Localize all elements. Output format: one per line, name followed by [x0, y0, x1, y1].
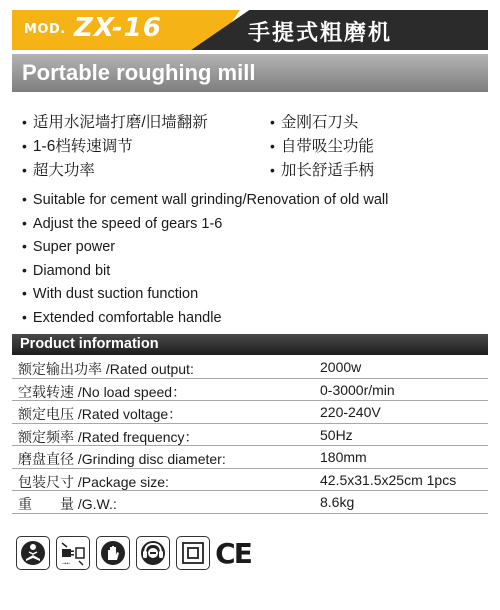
product-title-en: Portable roughing mill: [22, 60, 256, 85]
spec-label: 包装尺寸 /Package size:: [18, 473, 169, 490]
product-title-cn: 手提式粗磨机: [248, 21, 393, 46]
spec-label: 重 量 /G.W.:: [18, 496, 117, 512]
feature-cn-item: • 超大功率: [22, 160, 95, 181]
spec-row: [12, 356, 488, 379]
feature-list-en: [22, 188, 492, 329]
feature-en-item: • Extended comfortable handle: [22, 306, 492, 330]
spec-value: 50Hz: [320, 426, 353, 443]
wear-ear-eye-protection-icon: [136, 536, 170, 570]
model-code: ZX-16: [74, 13, 162, 43]
model-prefix: MOD.: [24, 22, 66, 37]
wear-gloves-icon: [96, 536, 130, 570]
spec-row: [12, 424, 488, 447]
feature-en-item: • With dust suction function: [22, 282, 492, 306]
spec-value: 2000w: [320, 359, 362, 375]
spec-row: [12, 491, 488, 514]
feature-cn-item: • 加长舒适手柄: [270, 160, 374, 181]
spec-label: 额定电压 /Rated voltage：: [18, 406, 183, 422]
spec-label: 额定输出功率 /Rated output:: [18, 361, 194, 377]
unplug-icon: [56, 536, 90, 570]
feature-cn-item: • 1-6档转速调节: [22, 136, 133, 157]
spec-table: [12, 356, 488, 514]
feature-list-cn: [22, 112, 492, 184]
feature-en-item: • Diamond bit: [22, 259, 492, 283]
spec-row: [12, 469, 488, 492]
spec-value: 0-3000r/min: [320, 381, 395, 398]
spec-header-title: Product information: [20, 336, 159, 352]
feature-en-item: • Suitable for cement wall grinding/Renovation of old wall: [22, 188, 492, 212]
spec-value: 8.6kg: [320, 494, 355, 510]
spec-label: 空载转速 /No load speed：: [18, 383, 187, 400]
ce-mark-icon: [216, 536, 250, 570]
spec-value: 42.5x31.5x25cm 1pcs: [320, 471, 457, 488]
feature-cn-item: • 适用水泥墙打磨/旧墙翻新: [22, 112, 208, 133]
feature-cn-item: • 自带吸尘功能: [270, 136, 374, 157]
spec-label: 额定频率 /Rated frequency：: [18, 428, 199, 445]
read-manual-icon: [16, 536, 50, 570]
double-insulation-icon: [176, 536, 210, 570]
spec-row: [12, 379, 488, 402]
product-header: [12, 10, 488, 50]
spec-value: 220-240V: [320, 404, 381, 420]
feature-en-item: • Super power: [22, 235, 492, 259]
ce-mark-text: CE: [215, 536, 251, 570]
spec-row: [12, 446, 488, 469]
feature-cn-item: • 金刚石刀头: [270, 112, 358, 133]
svg-text:→←: →←: [62, 561, 71, 567]
subtitle-band: [12, 54, 488, 92]
feature-en-item: • Adjust the speed of gears 1-6: [22, 212, 492, 236]
spec-header: [12, 334, 488, 355]
spec-label: 磨盘直径 /Grinding disc diameter:: [18, 451, 226, 467]
spec-row: [12, 401, 488, 424]
spec-value: 180mm: [320, 449, 367, 465]
